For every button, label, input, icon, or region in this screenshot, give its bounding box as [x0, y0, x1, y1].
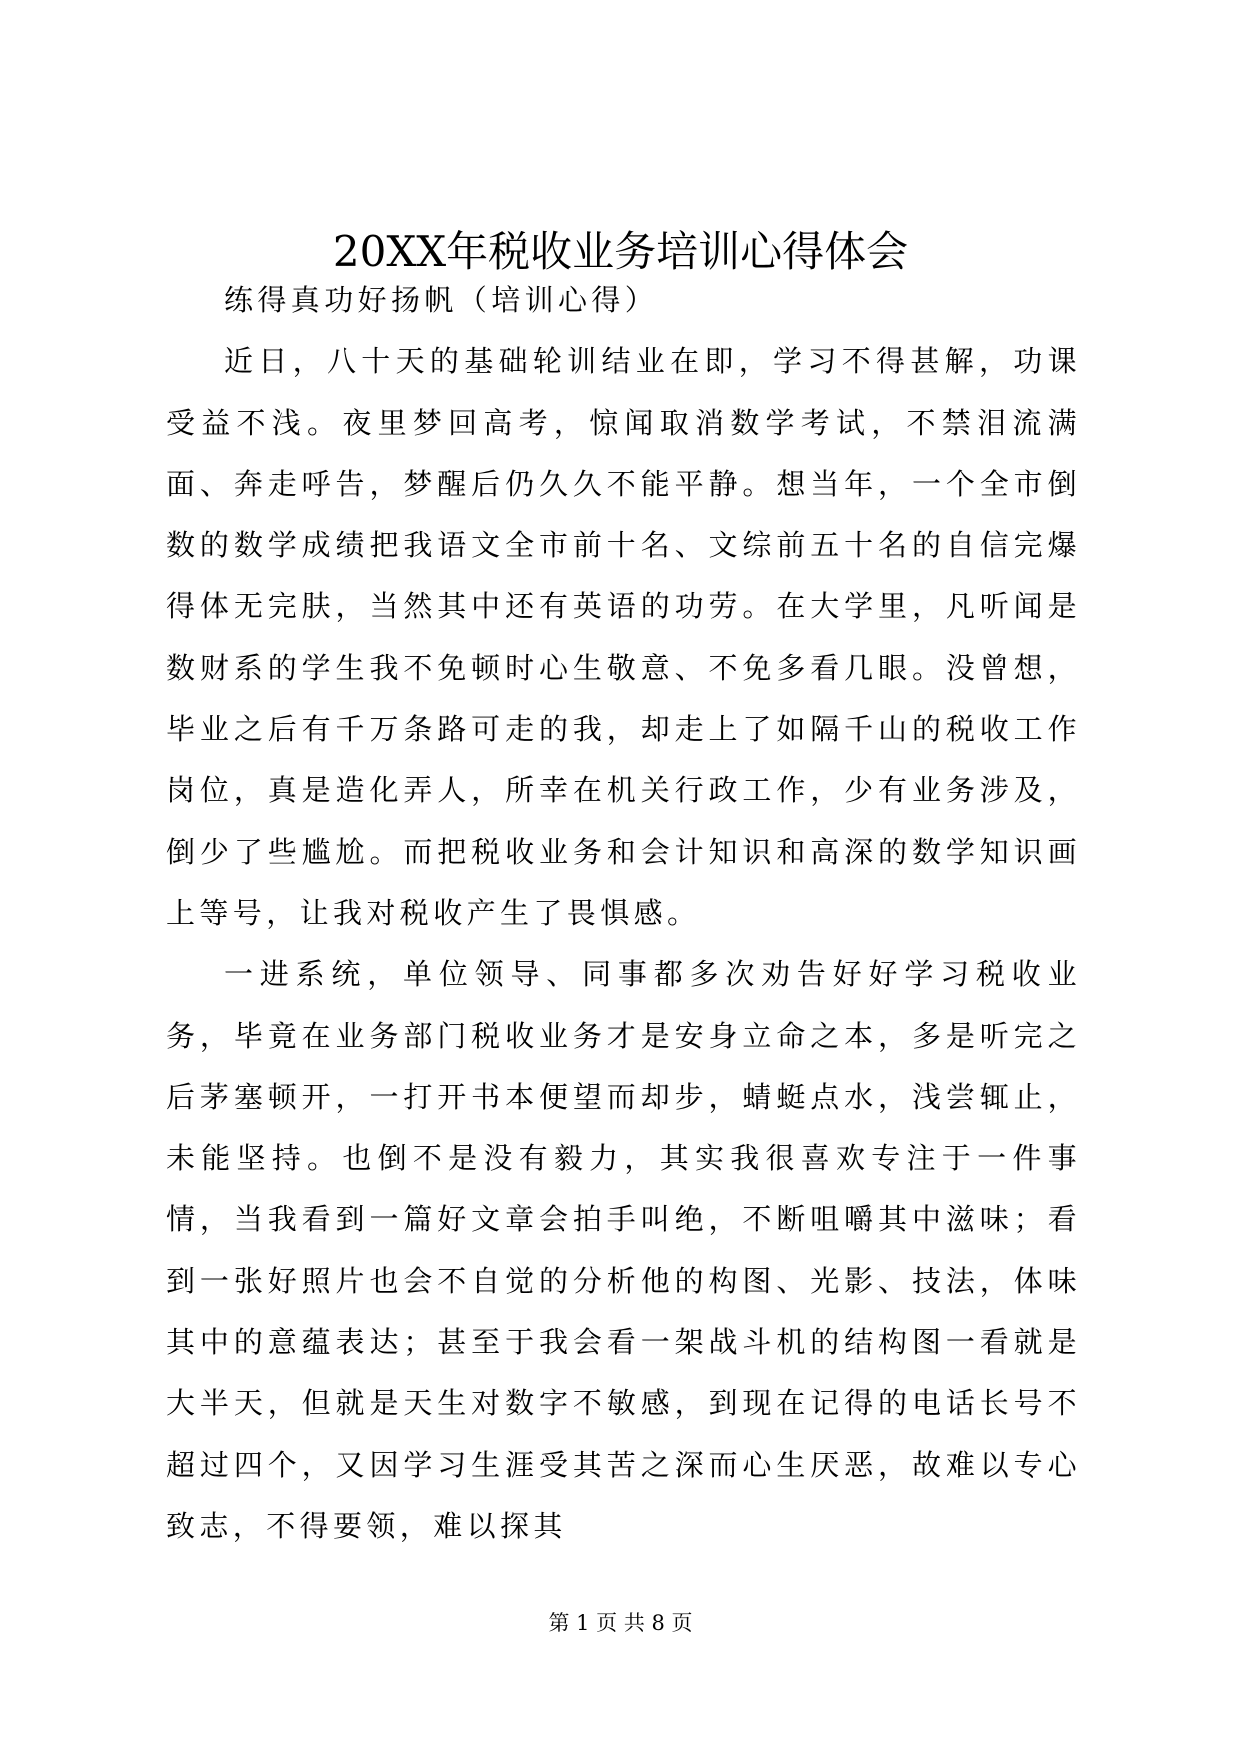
subtitle-line: 练得真功好扬帆（培训心得）	[224, 283, 659, 317]
paragraph-2: 一进系统，单位领导、同事都多次劝告好好学习税收业务，毕竟在业务部门税收业务才是安身立命之本，多是听完之后茅塞顿开，一打开书本便望而却步，蜻蜓点水，浅尝辄止，未能坚持。也倒不是没有毅力，其实我很喜欢专注于一件事情，当我看到一篇好文章会拍手叫绝，不断咀嚼其中滋味；看到一张好照片也会不自觉的分析他的构图、光影、技法，体味其中的意蕴表达；甚至于我会看一架战斗机的结构图一看就是大半天，但就是天生对数字不敏感，到现在记得的电话长号不超过四个，又因学习生涯受其苦之深而心生厌恶，故难以专心致志，不得要领，难以探其	[166, 957, 1081, 1543]
document-body	[166, 270, 1081, 1557]
paragraph-1: 近日，八十天的基础轮训结业在即，学习不得甚解，功课受益不浅。夜里梦回高考，惊闻取消数学考试，不禁泪流满面、奔走呼告，梦醒后仍久久不能平静。想当年，一个全市倒数的数学成绩把我语文全市前十名、文综前五十名的自信完爆得体无完肤，当然其中还有英语的功劳。在大学里，凡听闻是数财系的学生我不免顿时心生敬意、不免多看几眼。没曾想，毕业之后有千万条路可走的我，却走上了如隔千山的税收工作岗位，真是造化弄人，所幸在机关行政工作，少有业务涉及，倒少了些尴尬。而把税收业务和会计知识和高深的数学知识画上等号，让我对税收产生了畏惧感。	[166, 344, 1081, 930]
document-title: 20XX年税收业务培训心得体会	[332, 227, 909, 276]
page-footer: 第 1 页 共 8 页	[548, 1611, 693, 1635]
